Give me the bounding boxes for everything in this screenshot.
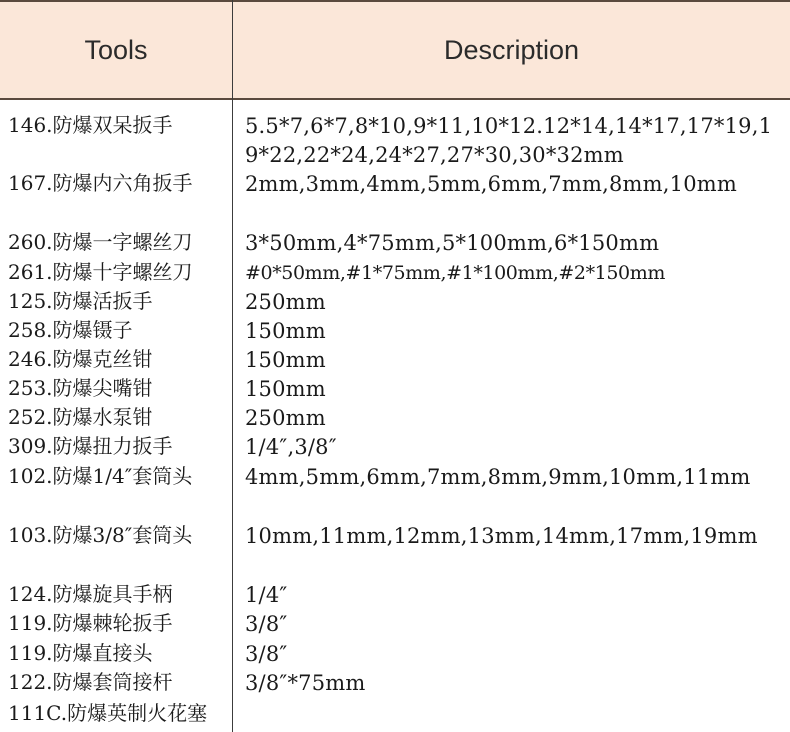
tool-name: 167.防爆内六角扳手: [8, 171, 193, 195]
tool-name: 111C.防爆英制火花塞: [8, 701, 208, 725]
tool-name: 122.防爆套筒接杆: [8, 670, 173, 694]
tool-name: 119.防爆棘轮扳手: [8, 611, 173, 635]
tool-name: 125.防爆活扳手: [8, 289, 153, 313]
tool-description: 2mm,3mm,4mm,5mm,6mm,7mm,8mm,10mm: [245, 172, 737, 196]
tool-name: 309.防爆扭力扳手: [8, 434, 173, 458]
tool-description: 150mm: [245, 377, 326, 401]
tool-name: 119.防爆直接头: [8, 641, 153, 665]
table-header: [0, 0, 790, 100]
tool-description: 1/4″: [245, 583, 288, 607]
tool-name: 103.防爆3/8″套筒头: [8, 523, 193, 547]
header-description: Description: [443, 35, 580, 65]
tool-name: 260.防爆一字螺丝刀: [8, 230, 193, 254]
header-tools: Tools: [84, 35, 148, 65]
tool-name: 246.防爆克丝钳: [8, 347, 153, 371]
tool-name: 261.防爆十字螺丝刀: [8, 260, 193, 284]
tool-description: 3*50mm,4*75mm,5*100mm,6*150mm: [245, 231, 660, 255]
tool-name: 124.防爆旋具手柄: [8, 582, 173, 606]
tool-description: 4mm,5mm,6mm,7mm,8mm,9mm,10mm,11mm: [245, 465, 751, 489]
tool-name: 252.防爆水泵钳: [8, 405, 153, 429]
tool-description: 5.5*7,6*7,8*10,9*11,10*12.12*14,14*17,17*19,19*22,22*24,24*27,27*30,30*32mm: [245, 114, 773, 167]
tool-description: 1/4″,3/8″: [245, 435, 337, 459]
tool-description: 250mm: [245, 290, 326, 314]
tool-description: 250mm: [245, 406, 326, 430]
tool-description: #0*50mm,#1*75mm,#1*100mm,#2*150mm: [245, 262, 665, 284]
tool-name: 253.防爆尖嘴钳: [8, 376, 153, 400]
tool-description: 3/8″: [245, 642, 288, 666]
tool-description: 150mm: [245, 319, 326, 343]
tool-name: 102.防爆1/4″套筒头: [8, 464, 193, 488]
column-divider: [232, 0, 233, 732]
tool-description: 3/8″: [245, 612, 288, 636]
tool-name: 258.防爆镊子: [8, 318, 133, 342]
tool-description: 10mm,11mm,12mm,13mm,14mm,17mm,19mm: [245, 524, 758, 548]
tool-description: 150mm: [245, 348, 326, 372]
tool-description: 3/8″*75mm: [245, 671, 366, 695]
tool-name: 146.防爆双呆扳手: [8, 113, 173, 137]
